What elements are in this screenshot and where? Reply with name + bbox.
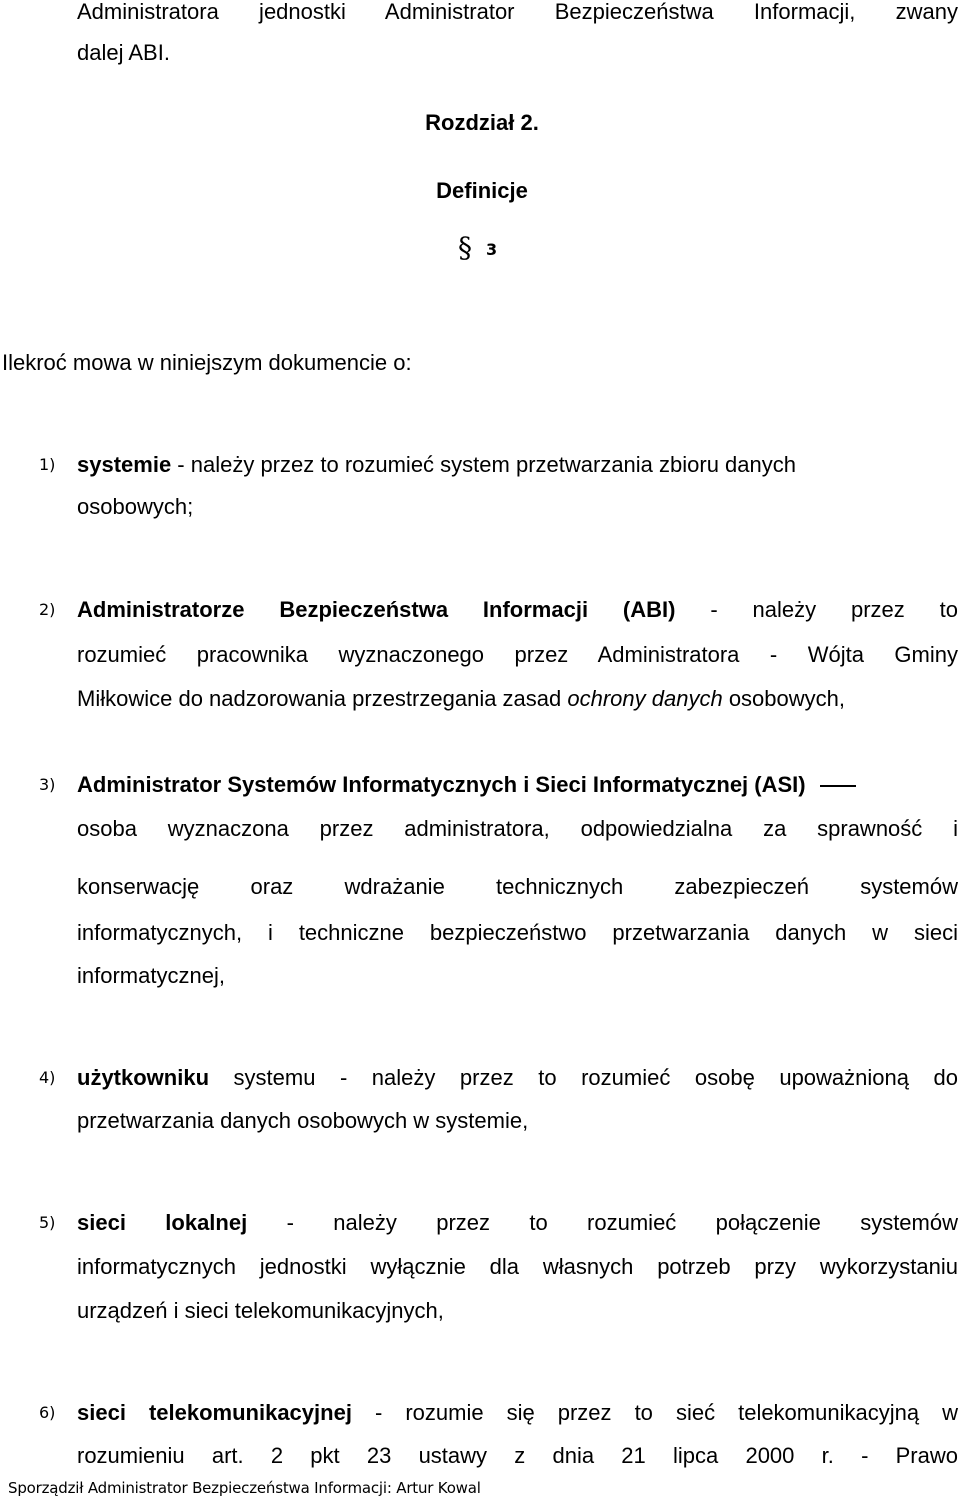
definition-number: 1) (39, 455, 56, 474)
section-number: 3 (486, 240, 498, 259)
definition-emphasis: ochrony danych (567, 686, 723, 711)
definition-3-line-4: informatycznych, i techniczne bezpieczeństwo przetwarzania danych w sieci (77, 920, 958, 945)
definition-term: użytkowniku (77, 1065, 210, 1090)
definition-text: - należy przez to rozumieć połączenie systemów (247, 1210, 958, 1235)
definition-text: Miłkowice do nadzorowania przestrzegania zasad (77, 686, 568, 711)
definition-2-line-1 (77, 597, 958, 623)
definition-number: 5) (39, 1213, 56, 1232)
definition-term: Administratorze Bezpieczeństwa Informacji (ABI) (77, 597, 676, 622)
lead-sentence: Ilekroć mowa w niniejszym dokumencie o: (2, 350, 412, 375)
definition-number: 3) (39, 775, 56, 794)
definition-term: Administrator Systemów Informatycznych i Sieci Informatycznej (ASI) (77, 772, 806, 797)
chapter-subtitle: Definicje (436, 178, 528, 203)
definition-text: - należy przez to rozumieć system przetwarzania zbioru danych (171, 452, 796, 477)
definition-3-line-5: informatycznej, (77, 963, 225, 988)
definition-term: sieci lokalnej (77, 1210, 248, 1235)
definition-text: systemu - należy przez to rozumieć osobę upoważnioną do (209, 1065, 958, 1090)
definition-6-line-2: rozumieniu art. 2 pkt 23 ustawy z dnia 21 lipca 2000 r. - Prawo (77, 1443, 958, 1468)
definition-5-line-3: urządzeń i sieci telekomunikacyjnych, (77, 1298, 444, 1323)
definition-text: osobowych, (722, 686, 845, 711)
definition-term: systemie (77, 452, 172, 477)
definition-3-line-1 (77, 772, 856, 798)
definition-2-line-3 (77, 686, 845, 712)
footer-author: Sporządził Administrator Bezpieczeństwa Informacji: Artur Kowal (8, 1479, 481, 1497)
definition-2-line-2: rozumieć pracownika wyznaczonego przez Administratora - Wójta Gminy (77, 642, 958, 667)
definition-text: - należy przez to (675, 597, 958, 622)
intro-line-2: dalej ABI. (77, 40, 170, 65)
definition-1-line-1 (77, 452, 796, 478)
definition-1-line-2: osobowych; (77, 494, 194, 519)
definition-5-line-1 (77, 1210, 958, 1236)
definition-3-line-2: osoba wyznaczona przez administratora, odpowiedzialna za sprawność i (77, 816, 958, 841)
definition-4-line-1 (77, 1065, 958, 1091)
definition-6-line-1 (77, 1400, 958, 1426)
em-dash-line (820, 785, 856, 787)
definition-number: 6) (39, 1403, 56, 1422)
intro-line-1: Administratora jednostki Administrator Bezpieczeństwa Informacji, zwany (77, 0, 958, 24)
definition-3-line-3: konserwację oraz wdrażanie technicznych zabezpieczeń systemów (77, 874, 958, 899)
definition-term: sieci telekomunikacyjnej (77, 1400, 352, 1425)
definition-number: 2) (39, 600, 56, 619)
section-symbol: § (458, 231, 472, 264)
chapter-title: Rozdział 2. (425, 110, 539, 135)
definition-5-line-2: informatycznych jednostki wyłącznie dla własnych potrzeb przy wykorzystaniu (77, 1254, 958, 1279)
definition-text: - rozumie się przez to sieć telekomunikacyjną w (351, 1400, 958, 1425)
definition-4-line-2: przetwarzania danych osobowych w systemie, (77, 1108, 529, 1133)
definition-number: 4) (39, 1068, 56, 1087)
